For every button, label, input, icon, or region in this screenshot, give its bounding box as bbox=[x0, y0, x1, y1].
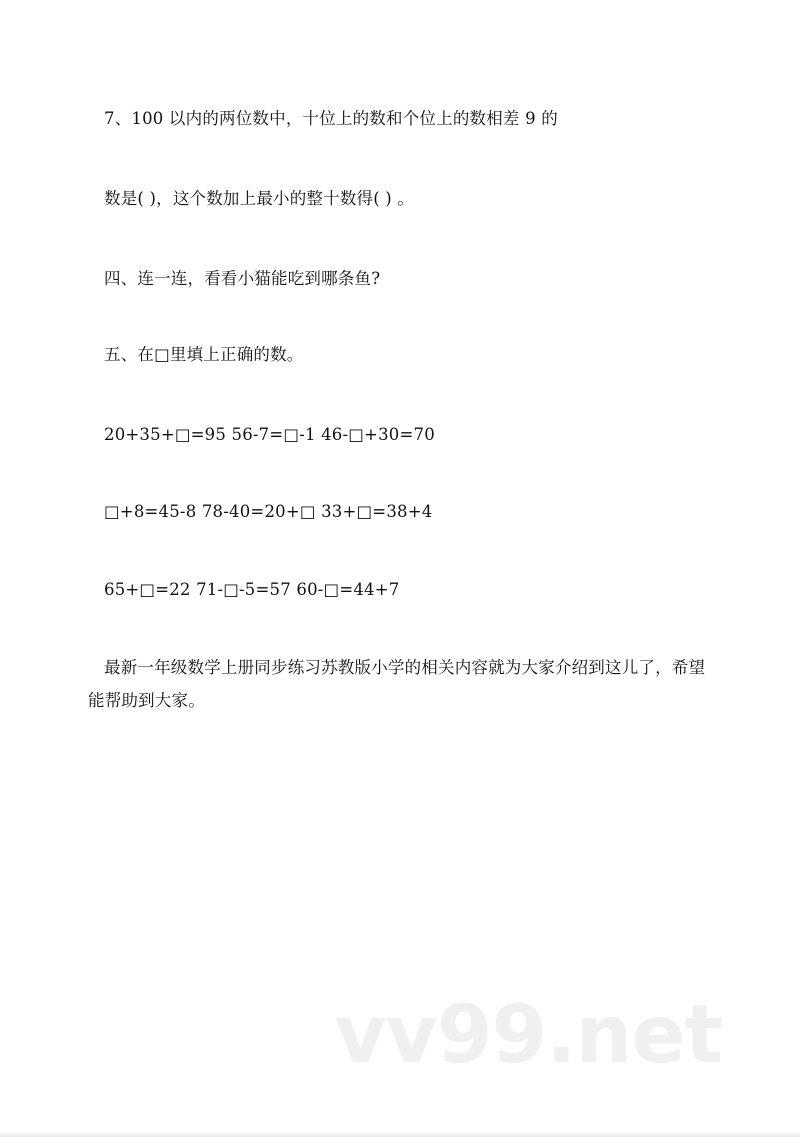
equation-row-3: 65+□=22 71-□-5=57 60-□=44+7 bbox=[104, 580, 400, 599]
site-watermark: vv99.net bbox=[334, 988, 722, 1081]
section-5-heading: 五、在□里填上正确的数。 bbox=[104, 345, 304, 364]
equation-row-1: 20+35+□=95 56-7=□-1 46-□+30=70 bbox=[104, 425, 435, 444]
question-7-line-1: 7、100 以内的两位数中，十位上的数和个位上的数相差 9 的 bbox=[104, 109, 558, 128]
question-7-line-2: 数是( )，这个数加上最小的整十数得( ) 。 bbox=[104, 189, 415, 208]
page-bottom-edge bbox=[0, 1131, 800, 1137]
equation-row-2: □+8=45-8 78-40=20+□ 33+□=38+4 bbox=[104, 502, 433, 521]
section-4-heading: 四、连一连，看看小猫能吃到哪条鱼? bbox=[104, 269, 381, 288]
closing-paragraph: 最新一年级数学上册同步练习苏教版小学的相关内容就为大家介绍到这儿了，希望能帮助到大家。 bbox=[88, 658, 706, 710]
